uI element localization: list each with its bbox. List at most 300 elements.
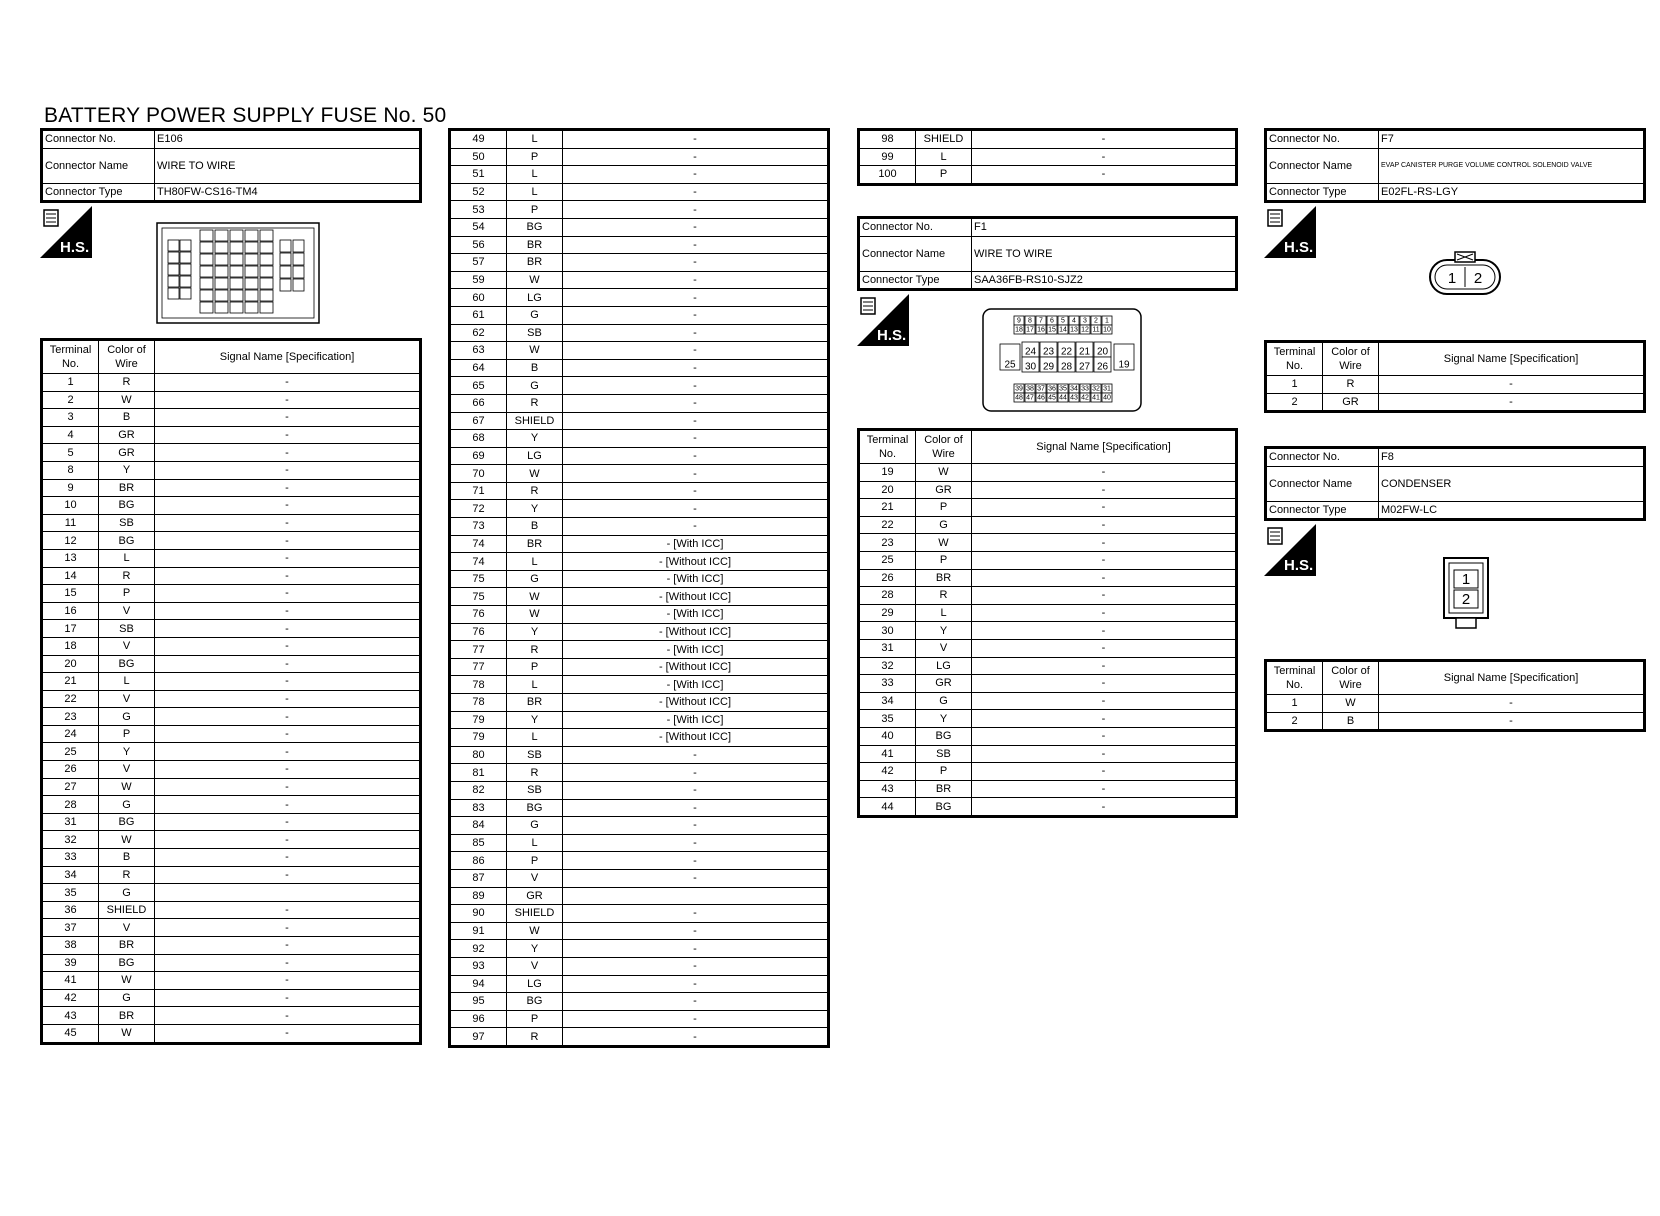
f1-pin-label: 10 (1103, 326, 1111, 334)
signal-name-cell: - (563, 359, 828, 377)
connector-no-value: F7 (1379, 131, 1644, 149)
terminal-no-cell: 10 (43, 497, 99, 515)
wire-color-cell: BG (916, 798, 972, 816)
wire-color-cell: W (99, 972, 155, 990)
pin-cavity (180, 252, 191, 263)
terminal-no-cell: 37 (43, 919, 99, 937)
table-row (43, 391, 420, 409)
wire-color-cell: G (916, 516, 972, 534)
terminal-no-cell: 87 (451, 869, 507, 887)
wire-color-cell: G (99, 989, 155, 1007)
signal-name-cell: - [With ICC] (563, 606, 828, 624)
table-row (451, 993, 828, 1011)
table-row (860, 780, 1236, 798)
f1-pin-label: 44 (1059, 394, 1067, 402)
signal-name-cell (155, 884, 420, 902)
pin-cavity (245, 290, 258, 301)
wire-color-cell: BG (507, 218, 563, 236)
harness-side-icon (40, 206, 92, 258)
wire-color-cell: SHIELD (99, 901, 155, 919)
table-row (451, 254, 828, 272)
table-row (451, 359, 828, 377)
table-row (860, 622, 1236, 640)
signal-name-cell: - [Without ICC] (563, 553, 828, 571)
pin-cavity (180, 276, 191, 287)
connector-name-value: EVAP CANISTER PURGE VOLUME CONTROL SOLENOID VALVE (1379, 148, 1644, 183)
signal-name-cell: - [Without ICC] (563, 588, 828, 606)
hs-label: H.S. (1284, 557, 1314, 574)
harness-side-icon (1264, 524, 1316, 576)
terminal-no-cell: 23 (860, 534, 916, 552)
f1-pin-label: 33 (1081, 385, 1089, 393)
signal-name-cell: - (155, 514, 420, 532)
table-row (451, 676, 828, 694)
signal-name-cell: - (155, 1024, 420, 1042)
terminal-no-cell: 33 (860, 675, 916, 693)
terminal-no-cell: 98 (860, 131, 916, 149)
f1-pin-label: 43 (1070, 394, 1078, 402)
f1-pin-label: 18 (1015, 326, 1023, 334)
hs-label: H.S. (60, 239, 90, 256)
table-row (451, 218, 828, 236)
signal-name-cell: - (972, 534, 1236, 552)
signal-name-cell: - (155, 637, 420, 655)
table-row (43, 637, 420, 655)
pin-cavity (230, 302, 243, 313)
signal-name-cell: - (972, 604, 1236, 622)
wire-color-cell: G (507, 306, 563, 324)
table-row (43, 461, 420, 479)
terminal-no-cell: 26 (860, 569, 916, 587)
wire-color-cell: V (99, 761, 155, 779)
wire-color-cell: BR (99, 1007, 155, 1025)
terminal-no-cell: 14 (43, 567, 99, 585)
signal-name-cell: - (563, 940, 828, 958)
pin-cavity (293, 253, 304, 265)
f1-pin-label: 41 (1092, 394, 1100, 402)
table-row (451, 500, 828, 518)
terminal-no-cell: 5 (43, 444, 99, 462)
terminal-no-cell: 2 (1267, 712, 1323, 730)
pin-cavity (260, 242, 273, 253)
pin-cavity (245, 242, 258, 253)
f1-pin-label: 32 (1092, 385, 1100, 393)
terminal-no-cell: 35 (860, 710, 916, 728)
signal-name-cell: - (972, 763, 1236, 781)
signal-name-cell: - (155, 796, 420, 814)
signal-name-cell: - (972, 780, 1236, 798)
signal-name-cell: - (972, 569, 1236, 587)
terminal-no-cell: 39 (43, 954, 99, 972)
terminal-no-cell: 74 (451, 535, 507, 553)
f1-pin-label: 19 (1118, 359, 1130, 371)
pin-cavity (293, 279, 304, 291)
table-row (451, 518, 828, 536)
wire-color-cell: GR (99, 426, 155, 444)
wire-color-cell: R (99, 567, 155, 585)
wire-color-cell: W (507, 271, 563, 289)
pin-cavity (215, 242, 228, 253)
terminal-no-cell: 41 (43, 972, 99, 990)
f1-pin-label: 27 (1078, 361, 1091, 373)
terminal-no-cell: 42 (860, 763, 916, 781)
table-row (43, 849, 420, 867)
wire-color-cell: Y (507, 940, 563, 958)
signal-name-cell: - (155, 743, 420, 761)
table-row (860, 727, 1236, 745)
connector-type-value: M02FW-LC (1379, 501, 1644, 519)
wire-color-cell: P (916, 499, 972, 517)
wire-color-cell: B (99, 409, 155, 427)
table-row (451, 289, 828, 307)
wire-color-cell: P (916, 763, 972, 781)
pin-cavity (168, 264, 179, 275)
pin-cavity (293, 240, 304, 252)
table-row (43, 374, 420, 392)
wire-color-cell: SB (507, 324, 563, 342)
table-row (860, 798, 1236, 816)
table-row (43, 831, 420, 849)
pin-cavity (180, 288, 191, 299)
table-row (43, 655, 420, 673)
terminal-no-cell: 82 (451, 781, 507, 799)
f1-pin-label: 13 (1070, 326, 1078, 334)
signal-name-cell: - (972, 464, 1236, 482)
wire-color-cell: L (507, 131, 563, 149)
pin-cavity (215, 266, 228, 277)
terminal-no-cell: 2 (43, 391, 99, 409)
terminal-no-cell: 89 (451, 887, 507, 905)
f1-pin-label: 7 (1039, 317, 1043, 325)
pin-cavity (230, 254, 243, 265)
wire-color-cell: B (507, 359, 563, 377)
table-row (451, 781, 828, 799)
pin-cavity (215, 230, 228, 241)
f1-pin-label: 34 (1070, 385, 1078, 393)
pin-cavity (200, 278, 213, 289)
terminal-no-cell: 71 (451, 482, 507, 500)
wire-color-cell: Y (99, 743, 155, 761)
signal-name-cell: - (972, 166, 1236, 184)
table-row (860, 569, 1236, 587)
terminal-no-cell: 100 (860, 166, 916, 184)
signal-name-cell: - (972, 131, 1236, 149)
pin-cavity (200, 230, 213, 241)
f1-pin-label: 22 (1060, 346, 1073, 358)
wire-color-cell: GR (507, 887, 563, 905)
pin-cavity (280, 279, 291, 291)
wire-color-cell: R (507, 641, 563, 659)
table-row (860, 481, 1236, 499)
connector-type-label: Connector Type (43, 183, 155, 201)
wire-color-cell: BG (99, 532, 155, 550)
wire-color-cell: R (1323, 376, 1379, 394)
pin-cavity (230, 290, 243, 301)
wire-color-cell: B (507, 518, 563, 536)
wire-color-cell: BR (507, 694, 563, 712)
table-row (43, 708, 420, 726)
wire-color-cell: V (916, 639, 972, 657)
f1-pin-label: 11 (1092, 326, 1100, 334)
terminal-no-cell: 22 (43, 690, 99, 708)
terminal-no-cell: 28 (860, 587, 916, 605)
terminal-no-cell: 52 (451, 183, 507, 201)
wire-color-cell: G (507, 570, 563, 588)
terminal-no-cell: 38 (43, 937, 99, 955)
signal-name-cell: - (155, 461, 420, 479)
signal-name-cell: - (563, 394, 828, 412)
terminal-no-cell: 81 (451, 764, 507, 782)
table-row (451, 711, 828, 729)
terminal-no-cell: 61 (451, 306, 507, 324)
signal-name-cell: - (155, 954, 420, 972)
terminal-no-cell: 59 (451, 271, 507, 289)
signal-name-cell: - (972, 727, 1236, 745)
terminal-no-cell: 25 (43, 743, 99, 761)
terminal-no-cell: 54 (451, 218, 507, 236)
table-row (451, 606, 828, 624)
table-row (43, 761, 420, 779)
table-row (860, 657, 1236, 675)
wire-color-cell: P (507, 852, 563, 870)
signal-name-cell: - (563, 201, 828, 219)
table-row (860, 763, 1236, 781)
table-row (451, 183, 828, 201)
f1-pin-label: 2 (1094, 317, 1098, 325)
table-row (43, 479, 420, 497)
table-row (860, 534, 1236, 552)
terminal-no-cell: 32 (860, 657, 916, 675)
terminal-no-cell: 13 (43, 549, 99, 567)
signal-name-cell: - (155, 497, 420, 515)
signal-name-cell: - (155, 919, 420, 937)
terminal-no-header: Terminal No. (1267, 343, 1323, 376)
table-row (451, 482, 828, 500)
table-row (43, 937, 420, 955)
pin-cavity (245, 302, 258, 313)
signal-name-cell: - [Without ICC] (563, 694, 828, 712)
terminal-no-cell: 51 (451, 166, 507, 184)
f8-info-table (1264, 446, 1646, 521)
table-row (43, 743, 420, 761)
signal-name-cell: - (972, 657, 1236, 675)
signal-name-cell: - (155, 585, 420, 603)
terminal-no-cell: 9 (43, 479, 99, 497)
f1-pin-label: 31 (1103, 385, 1111, 393)
terminal-no-cell: 15 (43, 585, 99, 603)
terminal-no-cell: 76 (451, 606, 507, 624)
wire-color-cell: BR (507, 236, 563, 254)
signal-name-cell: - (972, 692, 1236, 710)
table-row (43, 532, 420, 550)
signal-name-cell: - (563, 1010, 828, 1028)
terminal-no-cell: 50 (451, 148, 507, 166)
terminal-no-cell: 97 (451, 1028, 507, 1046)
wire-color-cell: BG (507, 993, 563, 1011)
table-row (1267, 376, 1644, 394)
f1-pin-label: 1 (1105, 317, 1109, 325)
table-row (451, 201, 828, 219)
signal-name-cell: - (563, 746, 828, 764)
wire-color-cell: BG (99, 497, 155, 515)
terminal-no-cell: 32 (43, 831, 99, 849)
table-row (43, 778, 420, 796)
table-row (860, 551, 1236, 569)
terminal-no-cell: 31 (43, 813, 99, 831)
signal-name-cell: - (563, 852, 828, 870)
terminal-no-cell: 91 (451, 922, 507, 940)
signal-name-cell: - (563, 166, 828, 184)
f1-pin-label: 23 (1042, 346, 1055, 358)
signal-name-cell: - (155, 444, 420, 462)
table-row (43, 901, 420, 919)
terminal-no-cell: 78 (451, 676, 507, 694)
wire-color-cell: L (507, 834, 563, 852)
wire-color-cell: W (916, 464, 972, 482)
f1-pin-label: 45 (1048, 394, 1056, 402)
terminal-no-cell: 1 (43, 374, 99, 392)
pin-cavity (200, 254, 213, 265)
wire-color-cell: W (507, 606, 563, 624)
terminal-no-cell: 83 (451, 799, 507, 817)
wire-color-cell: W (99, 831, 155, 849)
f1-pin-label: 39 (1015, 385, 1023, 393)
table-row (1267, 695, 1644, 713)
table-row (43, 1024, 420, 1042)
terminal-no-cell: 76 (451, 623, 507, 641)
wire-color-cell: W (99, 778, 155, 796)
connector-name-label: Connector Name (860, 236, 972, 271)
terminal-no-cell: 3 (43, 409, 99, 427)
table-row (43, 444, 420, 462)
wire-color-cell: L (507, 729, 563, 747)
wire-color-cell: P (507, 148, 563, 166)
wire-color-cell: P (916, 551, 972, 569)
table-row (451, 658, 828, 676)
table-row (43, 673, 420, 691)
signal-name-cell: - (972, 675, 1236, 693)
wire-color-cell: W (99, 391, 155, 409)
wire-color-cell: GR (916, 481, 972, 499)
wire-color-cell: R (507, 482, 563, 500)
terminal-no-cell: 36 (43, 901, 99, 919)
signal-name-cell: - (563, 306, 828, 324)
signal-name-cell: - (563, 183, 828, 201)
signal-name-cell: - [With ICC] (563, 535, 828, 553)
signal-name-cell: - (1379, 695, 1644, 713)
table-row (860, 604, 1236, 622)
wire-color-cell: L (99, 673, 155, 691)
wire-color-cell: SHIELD (507, 905, 563, 923)
wire-color-cell: GR (99, 444, 155, 462)
e106-connector-face (156, 222, 320, 324)
wire-color-cell: SB (99, 620, 155, 638)
table-row (451, 1028, 828, 1046)
table-row (451, 694, 828, 712)
terminal-no-cell: 12 (43, 532, 99, 550)
terminal-no-cell: 63 (451, 342, 507, 360)
table-row (451, 746, 828, 764)
wire-color-cell: B (99, 849, 155, 867)
signal-name-cell (563, 887, 828, 905)
pin-cavity (260, 254, 273, 265)
connector-name-label: Connector Name (43, 148, 155, 183)
terminal-no-cell: 31 (860, 639, 916, 657)
terminal-no-cell: 75 (451, 588, 507, 606)
signal-name-cell: - (563, 817, 828, 835)
table-row (1267, 393, 1644, 411)
terminal-no-cell: 79 (451, 729, 507, 747)
connector-type-label: Connector Type (1267, 501, 1379, 519)
terminal-no-cell: 45 (43, 1024, 99, 1042)
wire-color-cell: LG (507, 289, 563, 307)
table-row (451, 412, 828, 430)
wire-color-cell: L (916, 148, 972, 166)
table-row (451, 324, 828, 342)
terminal-no-cell: 77 (451, 641, 507, 659)
signal-name-cell: - (563, 131, 828, 149)
wire-color-cell: BR (99, 937, 155, 955)
terminal-no-cell: 20 (860, 481, 916, 499)
f1-pin-label: 36 (1048, 385, 1056, 393)
signal-name-cell: - (563, 342, 828, 360)
pin-cavity (200, 266, 213, 277)
table-row (43, 884, 420, 902)
table-row (451, 131, 828, 149)
wire-color-cell: BR (99, 479, 155, 497)
terminal-no-cell: 94 (451, 975, 507, 993)
e106-terminal-table-2 (448, 128, 830, 1048)
terminal-no-cell: 24 (43, 725, 99, 743)
terminal-no-cell: 11 (43, 514, 99, 532)
table-row (860, 148, 1236, 166)
signal-name-cell: - [Without ICC] (563, 729, 828, 747)
f1-terminal-table (857, 428, 1238, 818)
connector-type-label: Connector Type (1267, 183, 1379, 201)
connector-name-value: CONDENSER (1379, 466, 1644, 501)
terminal-no-cell: 53 (451, 201, 507, 219)
wire-color-cell: W (507, 465, 563, 483)
table-row (43, 549, 420, 567)
signal-name-cell: - (972, 481, 1236, 499)
terminal-no-cell: 16 (43, 602, 99, 620)
terminal-no-cell: 28 (43, 796, 99, 814)
pin-cavity (168, 252, 179, 263)
table-row (451, 306, 828, 324)
f1-pin-label: 8 (1028, 317, 1032, 325)
signal-name-cell: - (972, 516, 1236, 534)
table-row (43, 866, 420, 884)
signal-header: Signal Name [Specification] (972, 431, 1236, 464)
signal-name-cell: - (155, 725, 420, 743)
connector-no-label: Connector No. (1267, 131, 1379, 149)
signal-name-cell: - (563, 993, 828, 1011)
terminal-no-cell: 78 (451, 694, 507, 712)
wire-color-cell: BG (99, 813, 155, 831)
terminal-no-cell: 35 (43, 884, 99, 902)
pin-cavity (215, 302, 228, 313)
table-row (43, 919, 420, 937)
terminal-no-cell: 57 (451, 254, 507, 272)
terminal-no-header: Terminal No. (1267, 662, 1323, 695)
table-row (43, 1007, 420, 1025)
signal-name-cell: - (155, 391, 420, 409)
wire-color-cell: Y (916, 622, 972, 640)
color-header: Color of Wire (1323, 343, 1379, 376)
pin-cavity (280, 240, 291, 252)
table-row (860, 745, 1236, 763)
signal-name-cell: - (563, 518, 828, 536)
